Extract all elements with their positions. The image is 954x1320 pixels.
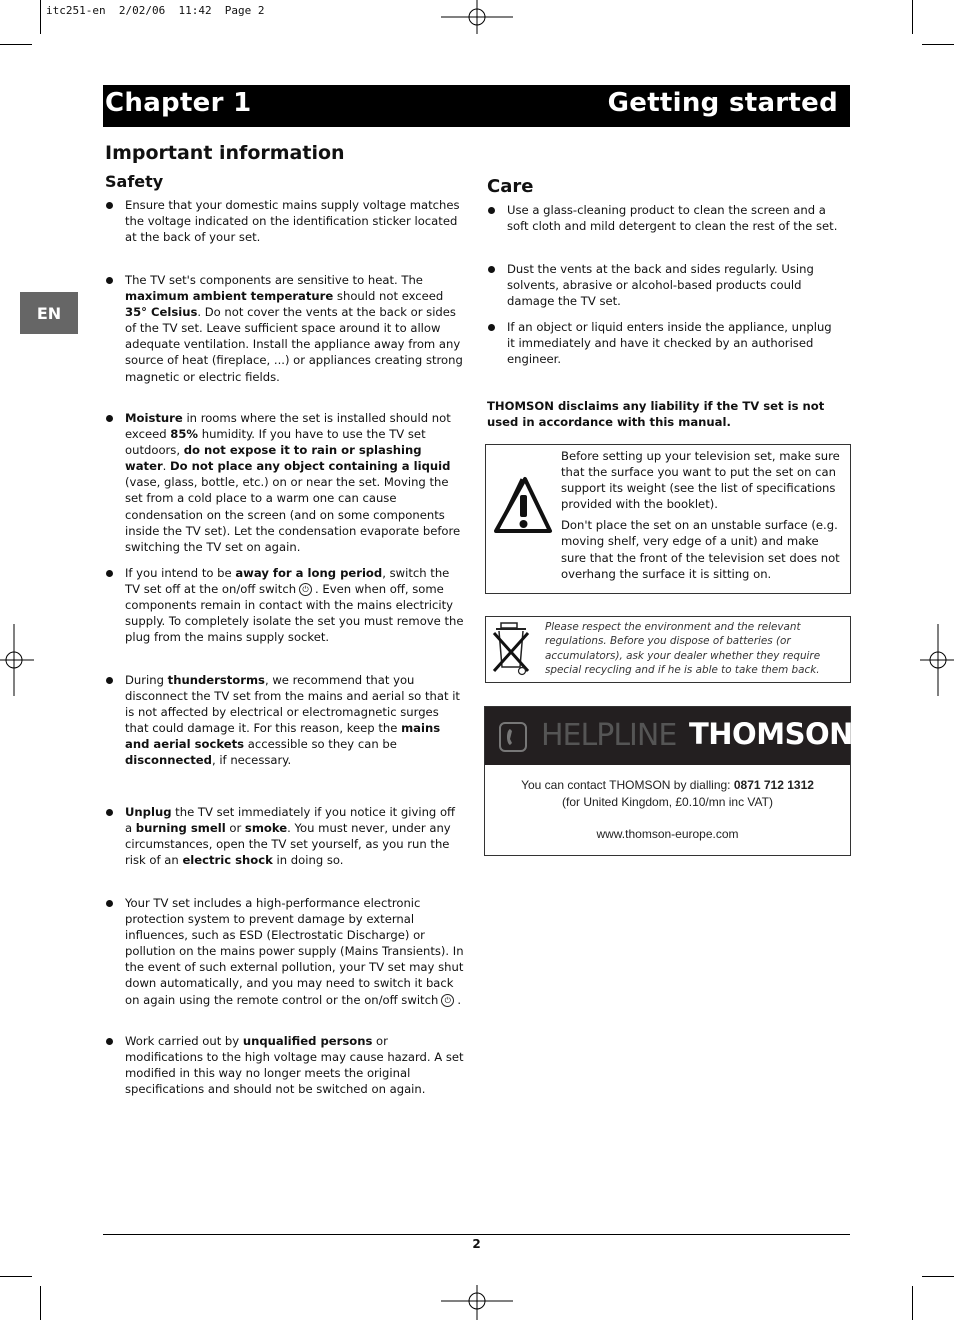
crop-mark (40, 1286, 41, 1320)
thomson-logo: THOMSON (689, 717, 853, 751)
helpline-rate: (for United Kingdom, £0.10/mn inc VAT) (562, 794, 773, 809)
registration-mark-right (920, 624, 954, 696)
bullet-dot (106, 1038, 113, 1045)
crop-mark (40, 0, 41, 34)
safety-item: If you intend to be away for a long period, switch the TV set off at the on/off switch ⏻ . Even when off, some components remain in contact with the mains electricity supply. To completely isolate the set you must remove the plug from the mains supply socket. (125, 565, 467, 645)
warning-text-1: Before setting up your television set, make sure that the surface you want to put the set on can support its weight (see the list of specifications provided with the booklet). (561, 449, 840, 512)
stability-warning-box (485, 444, 851, 594)
bullet-dot (488, 207, 495, 214)
recycling-text: Please respect the environment and the relevant regulations. Before you dispose of batteries (or accumulators), ask your dealer whether they require special recycling and if he is able to take them back. (545, 621, 821, 676)
footer-rule (103, 1234, 850, 1235)
safety-item: Unplug the TV set immediately if you notice it giving off a burning smell or smoke. You must never, under any circumstances, open the TV set yourself, as you run the risk of an electric shock in doing so. (125, 804, 465, 868)
registration-mark-left (0, 624, 34, 696)
chapter-header (103, 85, 850, 127)
print-slug: itc251-en 2/02/06 11:42 Page 2 (46, 4, 265, 17)
crossed-bin-icon (492, 621, 532, 677)
liability-disclaimer: THOMSON disclaims any liability if the TV set is not used in accordance with this manual. (487, 399, 825, 429)
power-icon: ⏻ (441, 994, 454, 1007)
crop-mark (922, 1276, 954, 1277)
helpline-box (484, 706, 851, 856)
helpline-label: HELPLINE (541, 718, 677, 753)
bullet-dot (106, 809, 113, 816)
safety-item: The TV set's components are sensitive to heat. The maximum ambient temperature should not exceed 35° Celsius. Do not cover the vents at the back or sides of the TV set. Leave sufficient space around it to allow adequate ventilation. Install the appliance away from any source of heat (fireplace, ...) or appliances creating strong magnetic or electric fields. (125, 272, 467, 385)
language-tab: EN (20, 292, 78, 334)
care-item: If an object or liquid enters inside the appliance, unplug it immediately and have it checked by an authorised engineer. (507, 319, 842, 367)
crop-mark (922, 44, 954, 45)
helpline-phone: 0871 712 1312 (733, 778, 814, 792)
bullet-dot (488, 324, 495, 331)
safety-item: Moisture in rooms where the set is installed should not exceed 85% humidity. If you have to use the TV set outdoors, do not expose it to rain or splashing water. Do not place any object containing a liquid (vase, glass, bottle, etc.) on or near the set. Moving the set from a cold place to a warm one can cause condensation on the screen (and on some components inside the TV set). Let the condensation evaporate before switching the TV set on again. (125, 410, 465, 555)
safety-item: Your TV set includes a high-performance electronic protection system to prevent damage by external influences, such as ESD (Electrostatic Discharge) or pollution on the mains power supply (Mains Transients). In the event of such external pollution, your TV set may shut down automatically, and you may need to switch it back on again using the remote control or the on/off switch ⏻ . (125, 895, 465, 1008)
crop-mark (0, 44, 32, 45)
crop-mark (912, 0, 913, 34)
recycling-notice-box (485, 616, 851, 683)
chapter-title: Getting started (607, 88, 838, 118)
helpline-contact: You can contact THOMSON by dialling: 0871 712 1312 (for United Kingdom, £0.10/mn inc VAT) www.thomson-europe.com (485, 777, 850, 843)
registration-mark-bottom (441, 1285, 513, 1320)
care-heading: Care (487, 176, 534, 197)
safety-heading: Safety (105, 172, 164, 191)
crop-mark (912, 1286, 913, 1320)
bullet-dot (106, 677, 113, 684)
phone-icon (499, 722, 527, 752)
page-number: 2 (472, 1237, 481, 1251)
helpline-banner (485, 707, 853, 765)
safety-item: Ensure that your domestic mains supply voltage matches the voltage indicated on the identification sticker located at the back of your set. (125, 197, 465, 245)
bullet-dot (106, 900, 113, 907)
care-item: Use a glass-cleaning product to clean the screen and a soft cloth and mild detergent to clean the rest of the set. (507, 202, 842, 234)
bullet-dot (106, 202, 113, 209)
crop-mark (0, 1276, 32, 1277)
bullet-dot (106, 277, 113, 284)
registration-mark-top (441, 0, 513, 36)
safety-item: During thunderstorms, we recommend that you disconnect the TV set from the mains and aerial so that it is not affected by electrical or electromagnetic surges that could damage it. For this reason, keep the mains and aerial sockets accessible so they can be disconnected, if necessary. (125, 672, 465, 769)
chapter-label: Chapter 1 (105, 88, 252, 118)
care-item: Dust the vents at the back and sides regularly. Using solvents, abrasive or alcohol-based products could damage the TV set. (507, 261, 842, 309)
safety-item: Work carried out by unqualified persons or modifications to the high voltage may cause hazard. A set modified in this way no longer meets the original specifications and should not be switched on again. (125, 1033, 465, 1097)
warning-icon (492, 475, 554, 537)
warning-text-2: Don't place the set on an unstable surface (e.g. moving shelf, very edge of a unit) and make sure that the front of the television set does not overhang the surface it is sitting on. (561, 518, 840, 581)
important-heading: Important information (105, 142, 345, 164)
bullet-dot (106, 415, 113, 422)
bullet-dot (106, 570, 113, 577)
power-icon: ⏻ (299, 583, 312, 596)
website-link[interactable]: www.thomson-europe.com (596, 827, 739, 841)
bullet-dot (488, 266, 495, 273)
